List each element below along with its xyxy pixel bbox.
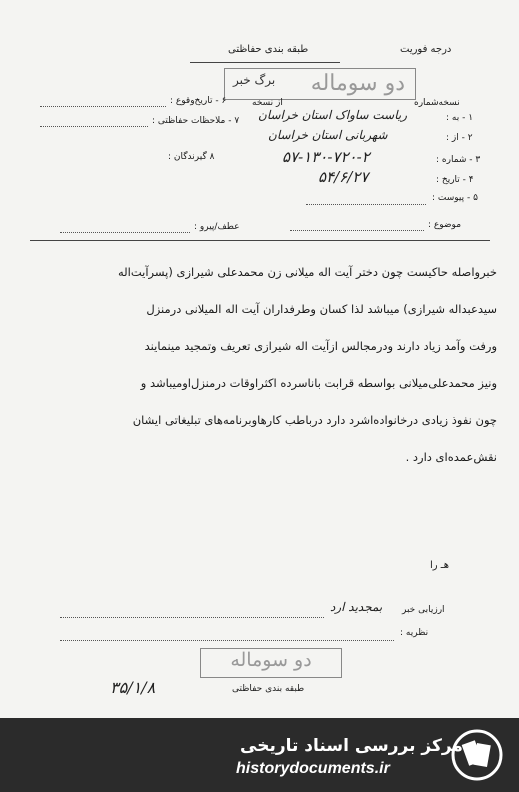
- event-date-label: ۶ - تاریخ‌وقوع :: [170, 96, 227, 106]
- document-stamp-bottom: دو سوماله: [200, 648, 342, 678]
- archive-logo-icon: [450, 728, 504, 782]
- number-value: ۵۷-۱۳۰-۷۲۰-۲: [282, 148, 370, 166]
- event-date-dots: [40, 106, 166, 107]
- from-label: ۲ - از :: [446, 133, 473, 143]
- recipients-label: ۸ گیرندگان :: [168, 152, 215, 162]
- watermark-url: historydocuments.ir: [236, 760, 390, 777]
- classification-bottom: طبقه بندی حفاظتی: [232, 684, 305, 694]
- security-notes-dots: [40, 126, 148, 127]
- priority-label: درجه فوریت: [400, 44, 452, 55]
- value-label: ارزیابی خبر: [402, 605, 445, 615]
- from-value: شهربانی استان خراسان: [268, 128, 388, 142]
- date-label: ۴ - تاریخ :: [436, 175, 474, 185]
- subject-label: موضوع :: [428, 220, 462, 230]
- body-line-3: ورفت وآمد زیاد دارند ودرمجالس ازآیت اله شیرازی تعریف وتمجید مینمایند: [144, 339, 497, 353]
- comment-label: نظریه :: [400, 628, 429, 638]
- security-notes-label: ۷ - ملاحظات حفاظتی :: [152, 116, 240, 126]
- classification-underline: [190, 62, 340, 63]
- handwritten-date: ۳۵/۱/۸: [110, 678, 156, 697]
- copy-number-label: نسخه‌شماره: [414, 98, 460, 108]
- attachment-label: ۵ - پیوست :: [432, 193, 478, 203]
- body-line-4: ونیز محمدعلی‌میلانی بواسطه قرابت باناسرده اکثراوقات درمنزل‌اومیباشد و: [140, 376, 497, 390]
- reference-label: عطف/پیرو :: [194, 222, 240, 232]
- body-line-5: چون نفوذ زیادی درخانواده‌اشرد دارد درباطب کارهاوبرنامه‌های تبلیغاتی ایشان: [132, 413, 497, 427]
- classification-top: طبقه بندی حفاظتی: [228, 44, 309, 55]
- number-label: ۳ - شماره :: [436, 155, 481, 165]
- reference-dots: [60, 232, 190, 233]
- watermark-title: مرکز بررسی اسناد تاریخی: [240, 736, 463, 756]
- date-value: ۵۴/۶/۲۷: [318, 168, 369, 186]
- comment-dots: [60, 640, 394, 641]
- to-label: ۱ - به :: [446, 113, 474, 123]
- body-line-6: نقش‌عمده‌ای دارد .: [405, 450, 497, 464]
- header-divider: [30, 240, 490, 241]
- signature-marks: هـ را: [430, 560, 449, 571]
- subject-dots: [290, 230, 424, 231]
- body-line-1: خبرواصله حاکیست چون دختر آیت اله میلانی زن محمدعلی شیرازی (پسرآیت‌اله: [117, 265, 497, 279]
- copy-of-label: از نسخه: [252, 98, 283, 108]
- attachment-dots: [306, 204, 426, 205]
- value-dots: [60, 617, 324, 618]
- body-line-2: سیدعبداله شیرازی) میباشد لذا کسان وطرفداران آیت اله المیلانی درمنزل: [146, 302, 497, 316]
- document-stamp-top: برگ خبر دو سوماله: [224, 68, 416, 100]
- to-value: ریاست ساواک استان خراسان: [258, 108, 408, 122]
- value-text: بمجدید ارد: [330, 600, 383, 614]
